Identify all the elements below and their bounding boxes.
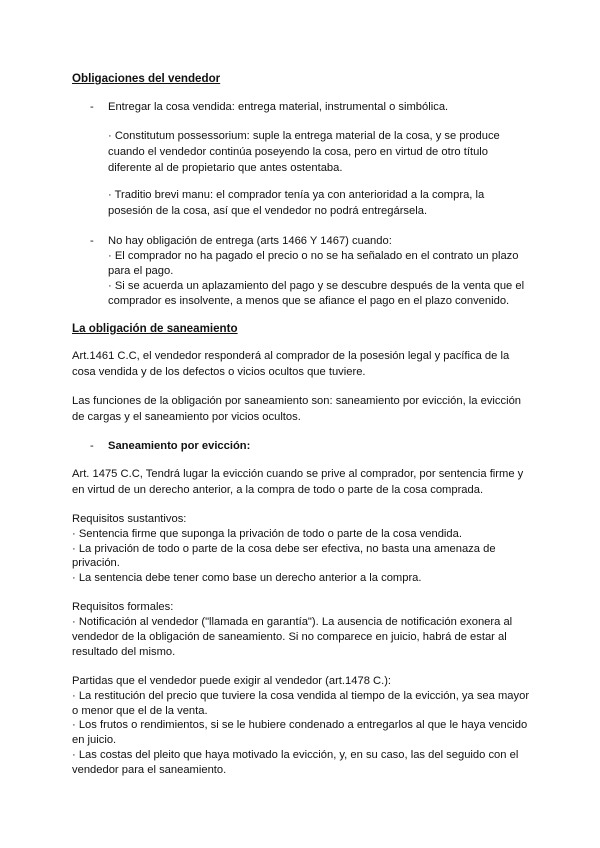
list-dash: - — [90, 440, 94, 452]
list-item-entregar: Entregar la cosa vendida: entrega material, instrumental o simbólica. — [108, 101, 449, 113]
text-line: · Sentencia firme que suponga la privación de todo o parte de la cosa vendida. — [72, 528, 462, 540]
text-line: cuando el vendedor continúa poseyendo la cosa, pero en virtud de otro título — [108, 146, 489, 158]
text-line: comprador es insolvente, a menos que se afiance el pago en el plazo convenido. — [108, 295, 510, 307]
text-line: · Constitutum possessorium: suple la entrega material de la cosa, y se produce — [108, 130, 500, 142]
text-line: · Las costas del pleito que haya motivado la evicción, y, en su caso, las del seguido con el — [72, 749, 519, 761]
text-line: posesión de la cosa, así que el vendedor no podrá entregársela. — [108, 205, 428, 217]
text-line: o menor que el de la venta. — [72, 705, 208, 717]
text-line: Las funciones de la obligación por saneamiento son: saneamiento por evicción, la evicción — [72, 395, 522, 407]
text-line: · La privación de todo o parte de la cosa debe ser efectiva, no basta una amenaza de — [72, 543, 496, 555]
text-line: vendedor para el saneamiento. — [72, 764, 227, 776]
text-line: resultado del mismo. — [72, 646, 176, 658]
text-line: vendedor de la obligación de saneamiento. Si no comparece en juicio, habrá de estar al — [72, 631, 507, 643]
text-line: Art. 1475 C.C, Tendrá lugar la evicción cuando se prive al comprador, por sentencia firme y — [72, 468, 524, 480]
text-line: · Notificación al vendedor ("llamada en garantía"). La ausencia de notificación exonera al — [72, 616, 513, 628]
text-line: · Los frutos o rendimientos, si se le hubiere condenado a entregarlos al que le haya vencido — [72, 719, 528, 731]
text-line: · La sentencia debe tener como base un derecho anterior a la compra. — [72, 572, 422, 584]
text-line: · Si se acuerda un aplazamiento del pago y se descubre después de la venta que el — [108, 280, 525, 292]
text-line: Requisitos formales: — [72, 601, 174, 613]
text-line: diferente al de propietario que antes ostentaba. — [108, 162, 343, 174]
text-line: en juicio. — [72, 734, 117, 746]
text-line: Requisitos sustantivos: — [72, 513, 187, 525]
text-line: Art.1461 C.C, el vendedor responderá al comprador de la posesión legal y pacífica de la — [72, 350, 510, 362]
heading-saneamiento: La obligación de saneamiento — [72, 322, 238, 335]
heading-obligaciones: Obligaciones del vendedor — [72, 72, 221, 85]
text-line: para el pago. — [108, 265, 174, 277]
text-line: · Traditio brevi manu: el comprador tenía ya con anterioridad a la compra, la — [108, 189, 485, 201]
text-line: cosa vendida y de los defectos o vicios ocultos que tuviere. — [72, 366, 366, 378]
subheading-eviccion: Saneamiento por evicción: — [108, 440, 251, 452]
text-line: · El comprador no ha pagado el precio o no se ha señalado en el contrato un plazo — [108, 250, 519, 262]
text-line: Partidas que el vendedor puede exigir al vendedor (art.1478 C.): — [72, 675, 392, 687]
list-item-no-obligacion: No hay obligación de entrega (arts 1466 Y 1467) cuando: — [108, 235, 392, 247]
list-dash: - — [90, 235, 94, 247]
text-line: · La restitución del precio que tuviere la cosa vendida al tiempo de la evicción, ya sea mayor — [72, 690, 530, 702]
text-line: de cargas y el saneamiento por vicios ocultos. — [72, 411, 301, 423]
text-line: en virtud de un derecho anterior, a la compra de todo o parte de la cosa comprada. — [72, 484, 484, 496]
text-line: privación. — [72, 557, 120, 569]
list-dash: - — [90, 101, 94, 113]
